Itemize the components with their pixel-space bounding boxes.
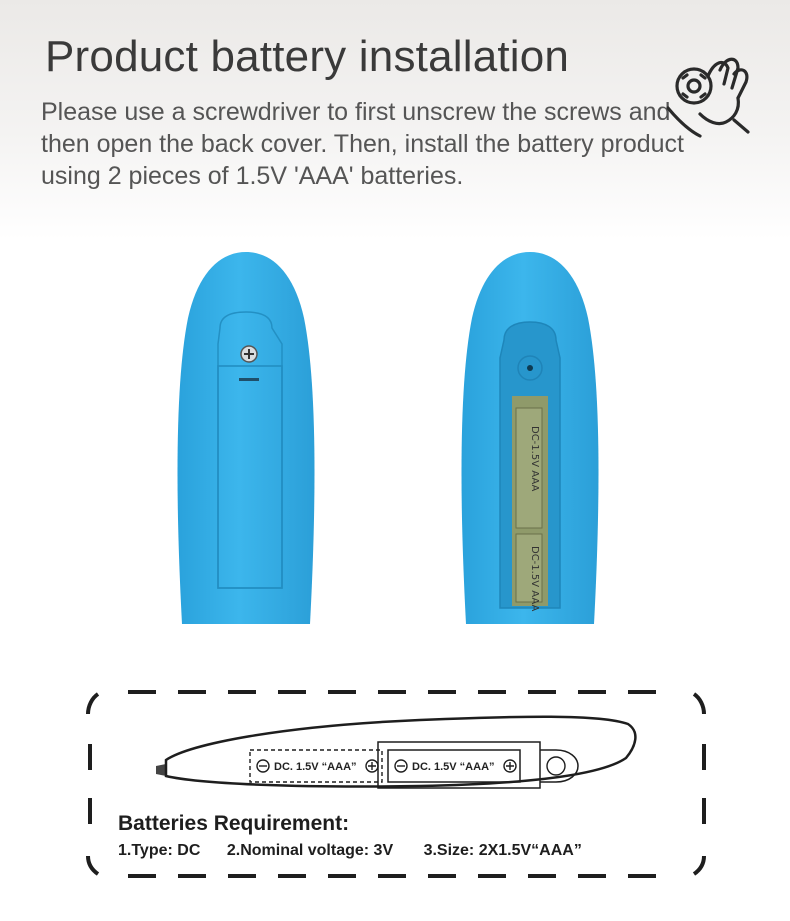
hand-screw-icon	[664, 48, 756, 140]
battery-2-label: DC. 1.5V “AAA”	[412, 761, 495, 773]
device-outline	[156, 717, 635, 787]
device-photos	[168, 248, 608, 624]
battery-diagram	[0, 680, 790, 900]
photo-battery-label: DC-1.5V AAA	[529, 426, 540, 492]
device-closed-cover	[178, 252, 315, 624]
page-title: Product battery installation	[45, 32, 570, 81]
requirement-voltage: 2.Nominal voltage: 3V	[226, 842, 394, 859]
battery-1-label: DC. 1.5V “AAA”	[274, 761, 357, 773]
requirement-type: 1.Type: DC	[118, 842, 201, 859]
frame-corner-tl	[88, 694, 98, 714]
requirements-list	[118, 842, 582, 860]
requirement-size: 3.Size: 2X1.5V“AAA”	[423, 842, 582, 859]
photo-battery-label-2: DC-1.5V AAA	[529, 546, 540, 612]
instructions-text: Please use a screwdriver to first unscrew the screws and then open the back cover. Then, install the battery product using 2 pieces of 1.5V 'AAA' batteries.	[41, 98, 685, 190]
requirements-title: Batteries Requirement:	[118, 812, 350, 835]
device-open-compartment	[462, 252, 599, 624]
screw-hole-icon	[547, 757, 565, 775]
